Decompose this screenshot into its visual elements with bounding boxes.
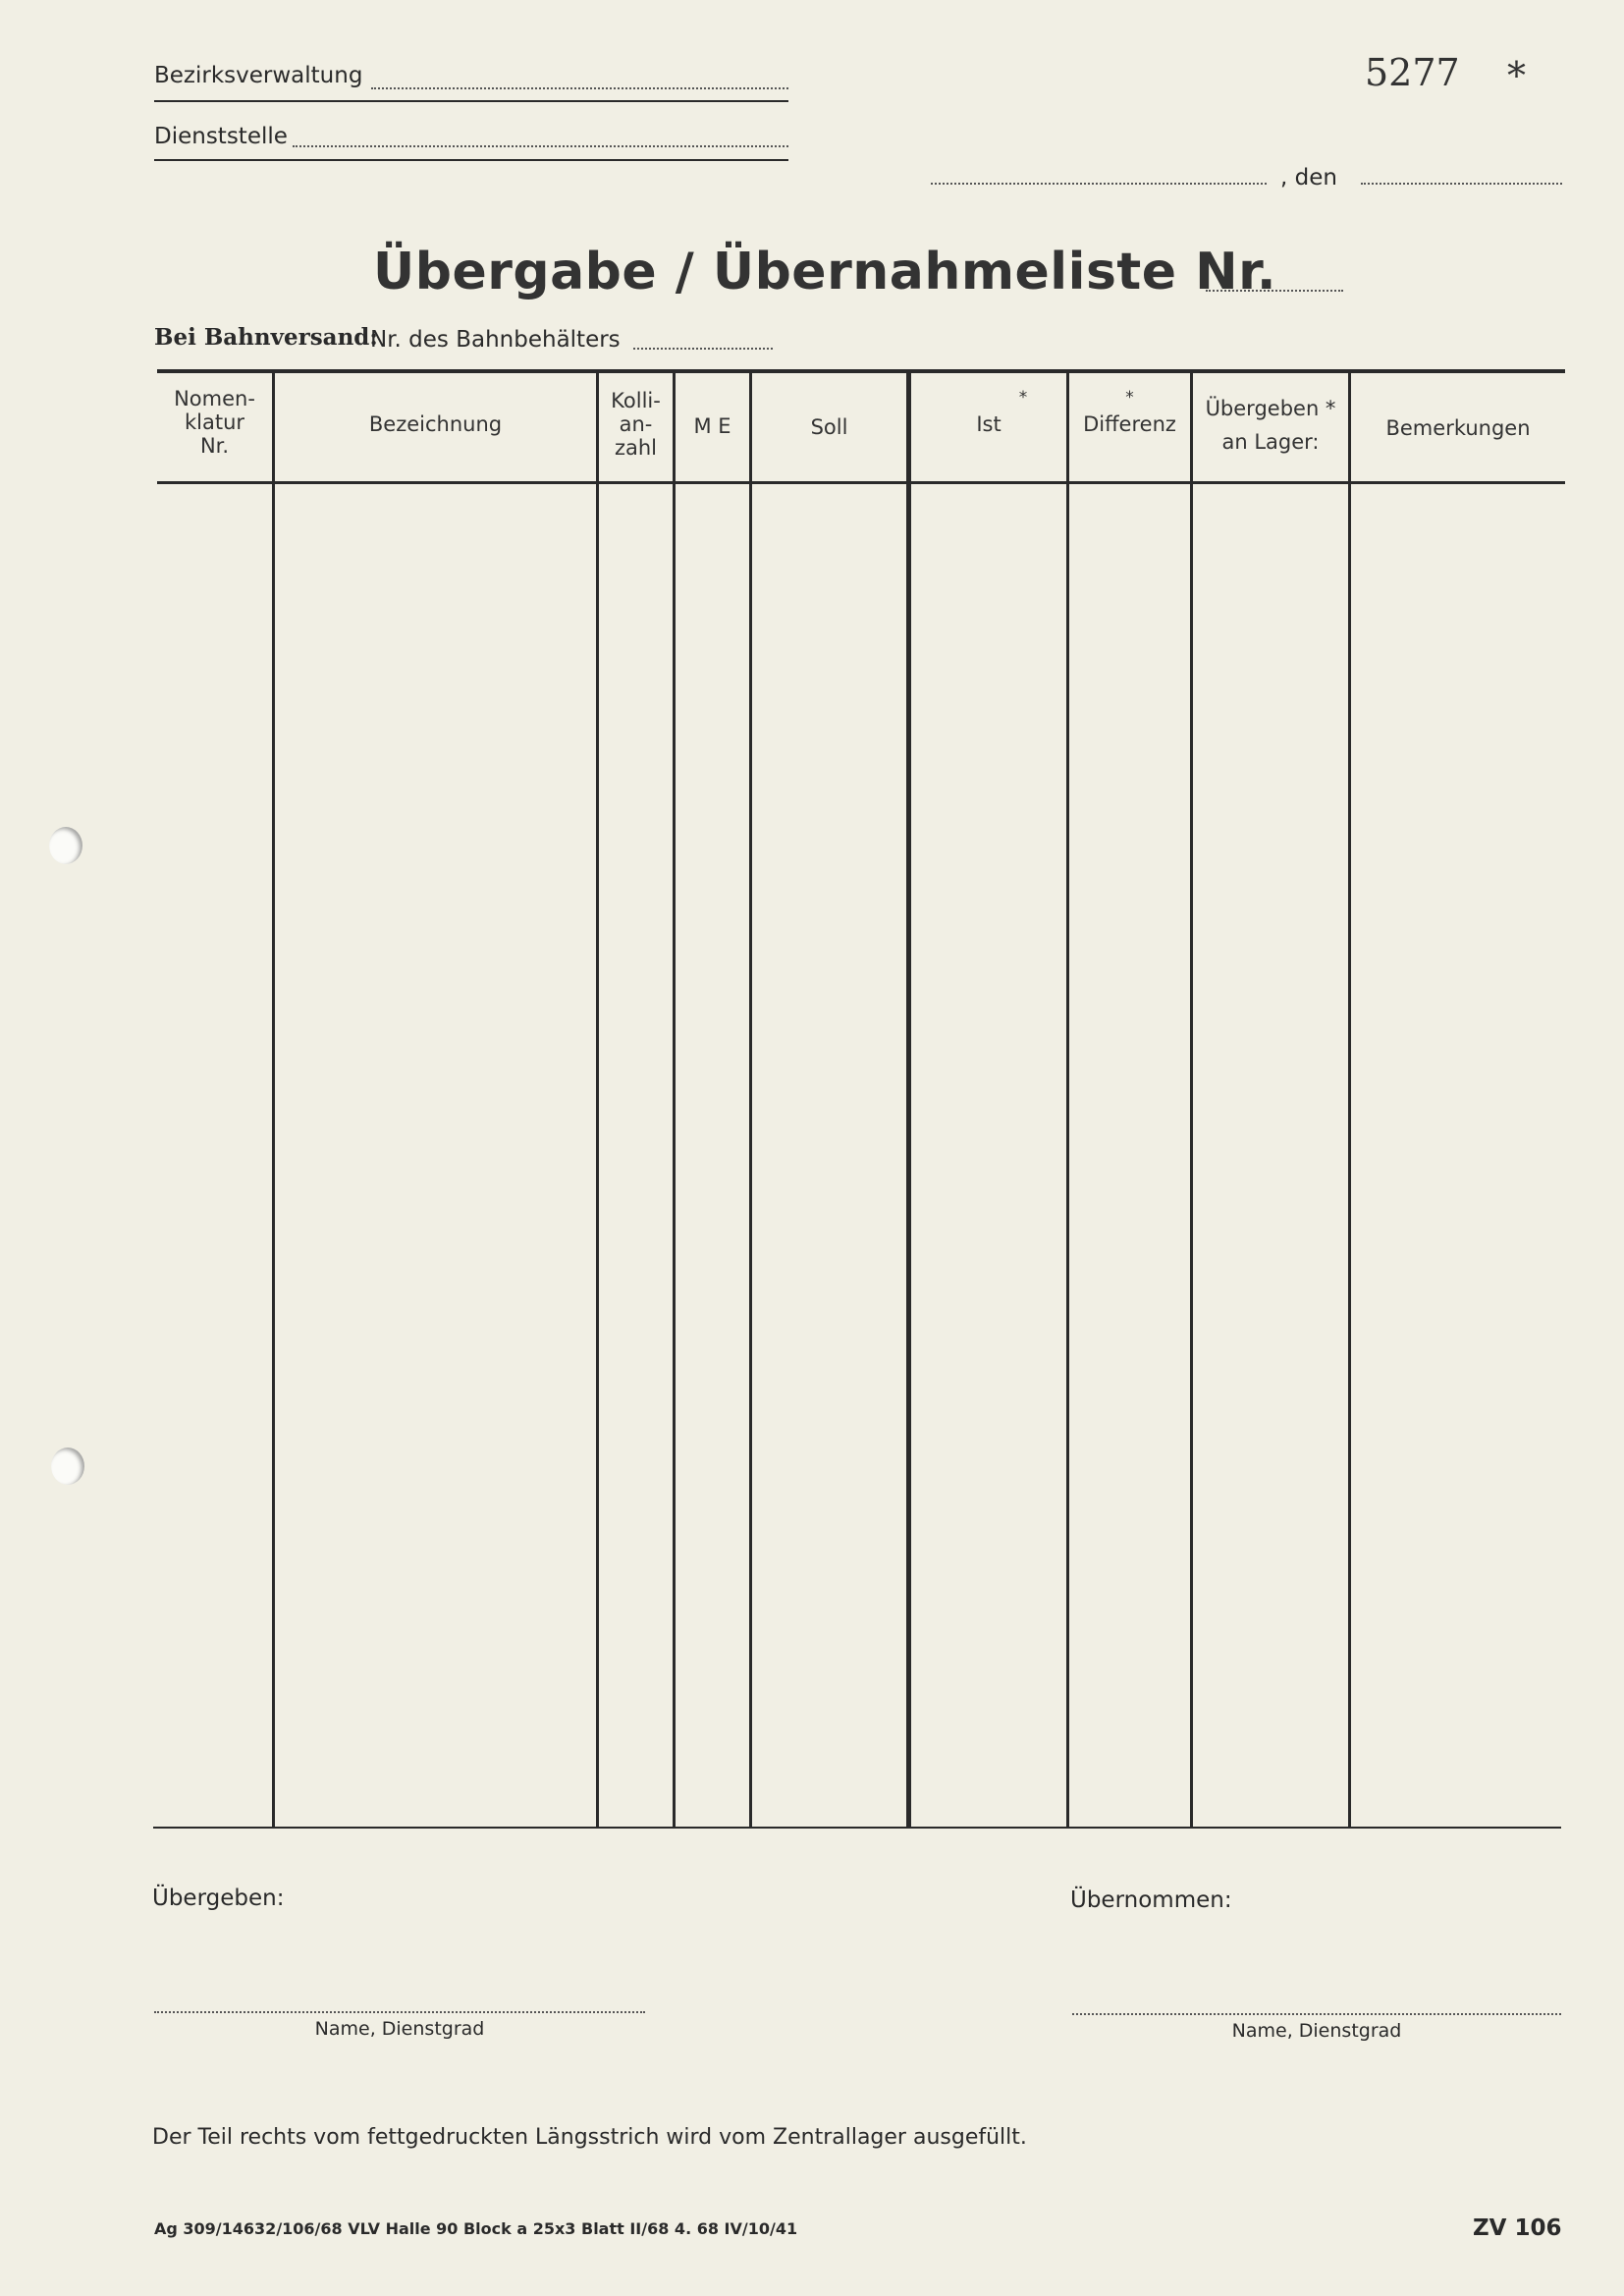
- rail-bold-label: Bei Bahnversand:: [154, 324, 378, 351]
- col-header-differenz: * Differenz: [1069, 389, 1190, 436]
- form-code: ZV 106: [1473, 2215, 1562, 2241]
- received-label: Übernommen:: [1070, 1887, 1232, 1913]
- col-divider-8: [1348, 373, 1351, 1827]
- print-info: Ag 309/14632/106/68 VLV Halle 90 Block a 25x3 Blatt II/68 4. 68 IV/10/41: [154, 2219, 798, 2238]
- name-rank-label-right: Name, Dienstgrad: [1231, 2020, 1402, 2042]
- col-header-nomenklatur: Nomen- klatur Nr.: [174, 387, 255, 458]
- col-header-soll: Soll: [810, 415, 848, 439]
- col-header-uebergeben-lager: Übergeben * an Lager:: [1205, 397, 1336, 454]
- instruction-note: Der Teil rechts vom fettgedruckten Längsstrich wird vom Zentrallager ausgefüllt.: [152, 2125, 1027, 2150]
- col-divider-1: [272, 373, 275, 1827]
- ist-star: *: [1018, 388, 1028, 408]
- rail-container-field[interactable]: [633, 348, 773, 350]
- serial-star-icon: *: [1507, 54, 1526, 97]
- table-top-rule: [157, 369, 1565, 373]
- district-label: Bezirksverwaltung: [154, 63, 363, 88]
- col-divider-6: [1066, 373, 1069, 1827]
- handed-over-signature-field[interactable]: [154, 2011, 645, 2013]
- table-header-rule: [157, 481, 1565, 484]
- office-label: Dienststelle: [154, 124, 288, 149]
- list-number-field[interactable]: [1206, 290, 1343, 292]
- date-field[interactable]: [1361, 183, 1562, 185]
- punch-hole-lower: [51, 1448, 84, 1485]
- serial-number: 5277: [1365, 51, 1460, 94]
- form-title: Übergabe / Übernahmeliste Nr.: [373, 243, 1277, 301]
- bold-divider: [906, 373, 911, 1827]
- district-field[interactable]: [371, 87, 788, 89]
- table-bottom-rule: [153, 1827, 1561, 1829]
- col-header-ist: * Ist: [911, 389, 1066, 436]
- date-label: , den: [1280, 165, 1337, 191]
- office-field[interactable]: [293, 145, 788, 147]
- col-header-me: M E: [693, 414, 731, 438]
- district-rule: [154, 100, 788, 102]
- rail-container-label: Nr. des Bahnbehälters: [370, 327, 621, 353]
- col-header-bemerkungen: Bemerkungen: [1385, 416, 1531, 440]
- punch-hole-upper: [49, 827, 82, 864]
- name-rank-label-left: Name, Dienstgrad: [314, 2018, 485, 2040]
- office-rule: [154, 159, 788, 161]
- col-header-kolli: Kolli- an- zahl: [611, 389, 661, 460]
- col-header-bezeichnung: Bezeichnung: [368, 412, 503, 436]
- differenz-star: *: [1125, 388, 1134, 408]
- col-divider-4: [749, 373, 752, 1827]
- col-divider-7: [1190, 373, 1193, 1827]
- place-field[interactable]: [931, 183, 1267, 185]
- received-signature-field[interactable]: [1072, 2013, 1561, 2015]
- col-divider-2: [596, 373, 599, 1827]
- handed-over-label: Übergeben:: [152, 1886, 285, 1911]
- col-divider-3: [673, 373, 676, 1827]
